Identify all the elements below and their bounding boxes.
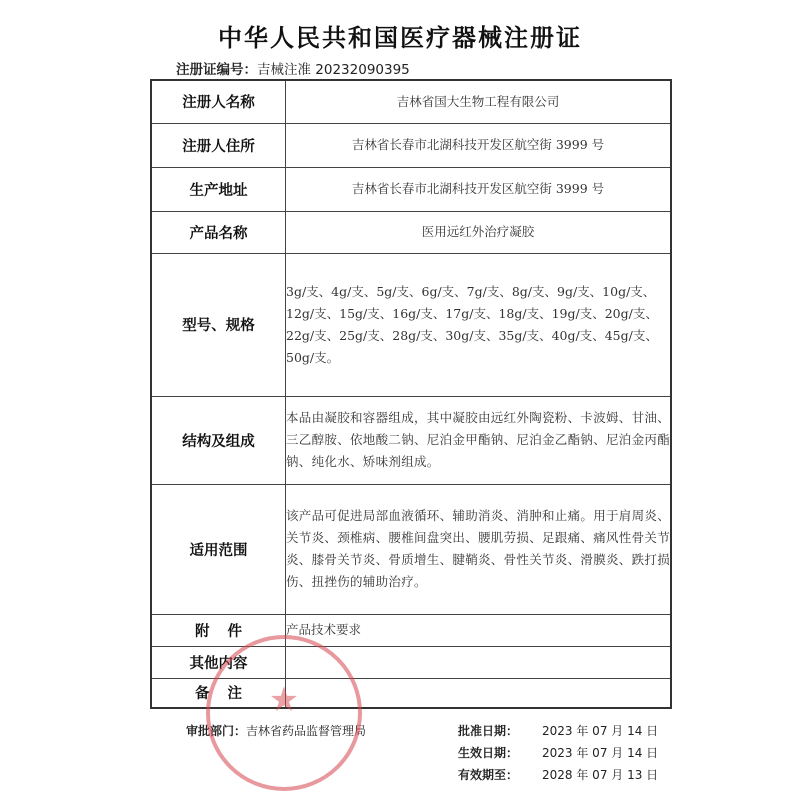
- row-label-attachment: 附件: [151, 614, 286, 646]
- effective-date-label: 生效日期：: [458, 746, 519, 760]
- approval-date-value: 2023 年 07 月 14 日: [542, 724, 659, 738]
- approval-date-label: 批准日期：: [458, 724, 519, 738]
- approval-date: [458, 722, 658, 739]
- registration-number: [176, 58, 410, 78]
- expiry-date-label: 有效期至：: [458, 768, 519, 782]
- row-label-remarks: 备注: [151, 678, 286, 708]
- registration-number-value: 吉械注准 20232090395: [257, 62, 410, 78]
- table-row: [151, 396, 671, 484]
- row-label-model-spec: 型号、规格: [151, 253, 286, 396]
- table-row: [151, 123, 671, 167]
- row-label-production-address: 生产地址: [151, 167, 286, 211]
- row-value-remarks: [286, 678, 672, 708]
- table-row: [151, 211, 671, 253]
- row-label-registrant-name: 注册人名称: [151, 80, 286, 123]
- effective-date: [458, 744, 658, 761]
- approval-authority: [186, 722, 366, 739]
- spec-line: 12g/支、15g/支、16g/支、17g/支、18g/支、19g/支、20g/支、: [286, 305, 658, 321]
- registration-number-label: 注册证编号：: [176, 62, 257, 78]
- table-row: [151, 253, 671, 396]
- row-value-scope: 该产品可促进局部血液循环、辅助消炎、消肿和止痛。用于肩周炎、关节炎、颈椎病、腰椎间盘突出、腰肌劳损、足跟痛、痛风性骨关节炎、膝骨关节炎、骨质增生、腱鞘炎、骨性关节炎、滑膜炎、跌打损伤、扭挫伤的辅助治疗。: [286, 484, 672, 614]
- row-label-scope: 适用范围: [151, 484, 286, 614]
- spec-line: 50g/支。: [286, 349, 340, 365]
- approval-authority-label: 审批部门：: [186, 724, 247, 738]
- row-label-registrant-address: 注册人住所: [151, 123, 286, 167]
- row-value-structure: 本品由凝胶和容器组成，其中凝胶由远红外陶瓷粉、卡波姆、甘油、三乙醇胺、依地酸二钠、尼泊金甲酯钠、尼泊金乙酯钠、尼泊金丙酯钠、纯化水、矫味剂组成。: [286, 396, 672, 484]
- registration-table: [150, 79, 672, 709]
- document-title: 中华人民共和国医疗器械注册证: [218, 24, 582, 52]
- row-label-other: 其他内容: [151, 646, 286, 678]
- seal-star-icon: ★: [268, 680, 300, 720]
- table-row: [151, 646, 671, 678]
- row-value-other: [286, 646, 672, 678]
- row-value-production-address: 吉林省长春市北湖科技开发区航空街 3999 号: [286, 167, 672, 211]
- table-row: [151, 167, 671, 211]
- table-row: [151, 614, 671, 646]
- row-value-attachment: 产品技术要求: [286, 614, 672, 646]
- row-label-product-name: 产品名称: [151, 211, 286, 253]
- spec-line: 3g/支、4g/支、5g/支、6g/支、7g/支、8g/支、9g/支、10g/支、: [286, 283, 656, 299]
- expiry-date: [458, 766, 658, 783]
- spec-line: 22g/支、25g/支、28g/支、30g/支、35g/支、40g/支、45g/支、: [286, 327, 658, 343]
- row-label-structure: 结构及组成: [151, 396, 286, 484]
- table-row: [151, 484, 671, 614]
- row-value-registrant-name: 吉林省国大生物工程有限公司: [286, 80, 672, 123]
- approval-authority-value: 吉林省药品监督管理局: [246, 724, 367, 738]
- row-value-model-spec: [286, 253, 672, 396]
- row-value-product-name: 医用远红外治疗凝胶: [286, 211, 672, 253]
- table-row: [151, 678, 671, 708]
- row-value-registrant-address: 吉林省长春市北湖科技开发区航空街 3999 号: [286, 123, 672, 167]
- expiry-date-value: 2028 年 07 月 13 日: [542, 768, 659, 782]
- table-row: [151, 80, 671, 123]
- effective-date-value: 2023 年 07 月 14 日: [542, 746, 659, 760]
